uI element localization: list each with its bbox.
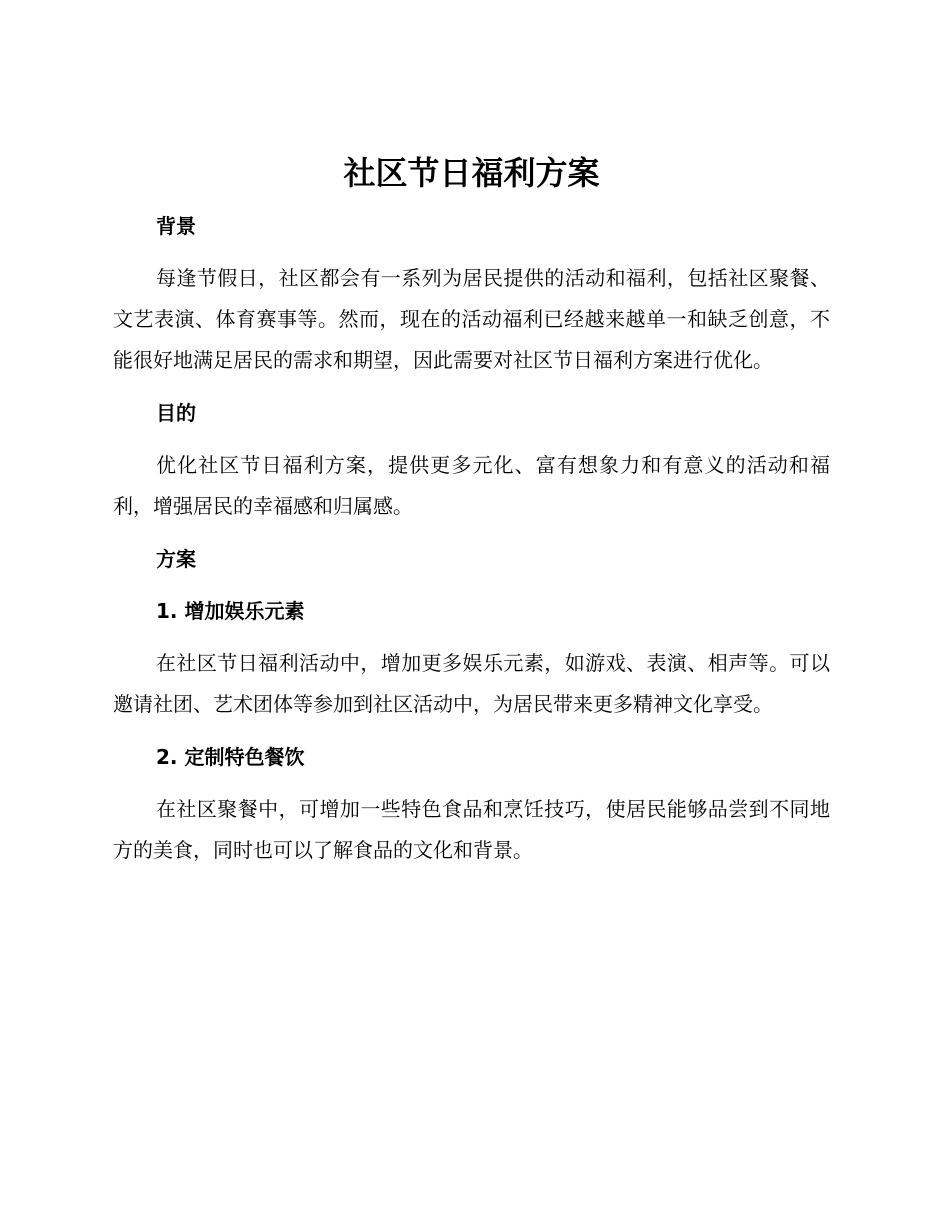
plan-item-paragraph-catering: 在社区聚餐中，可增加一些特色食品和烹饪技巧，使居民能够品尝到不同地方的美食，同时也可以了解食品的文化和背景。 (113, 797, 830, 862)
paragraph-purpose: 优化社区节日福利方案，提供更多元化、富有想象力和有意义的活动和福利，增强居民的幸福感和归属感。 (113, 453, 830, 518)
paragraph-background: 每逢节假日，社区都会有一系列为居民提供的活动和福利，包括社区聚餐、文艺表演、体育赛事等。然而，现在的活动福利已经越来越单一和缺乏创意，不能很好地满足居民的需求和期望，因此需要对社区节日福利方案进行优化。 (113, 266, 830, 372)
plan-item-heading-catering: 2. 定制特色餐饮 (156, 745, 305, 769)
section-heading-background: 背景 (156, 214, 196, 238)
section-heading-purpose: 目的 (156, 401, 196, 425)
plan-item-paragraph-entertainment: 在社区节日福利活动中，增加更多娱乐元素，如游戏、表演、相声等。可以邀请社团、艺术团体等参加到社区活动中，为居民带来更多精神文化享受。 (113, 651, 830, 716)
document-title: 社区节日福利方案 (343, 154, 600, 192)
plan-item-heading-entertainment: 1. 增加娱乐元素 (156, 599, 305, 623)
section-heading-plan: 方案 (156, 547, 196, 571)
